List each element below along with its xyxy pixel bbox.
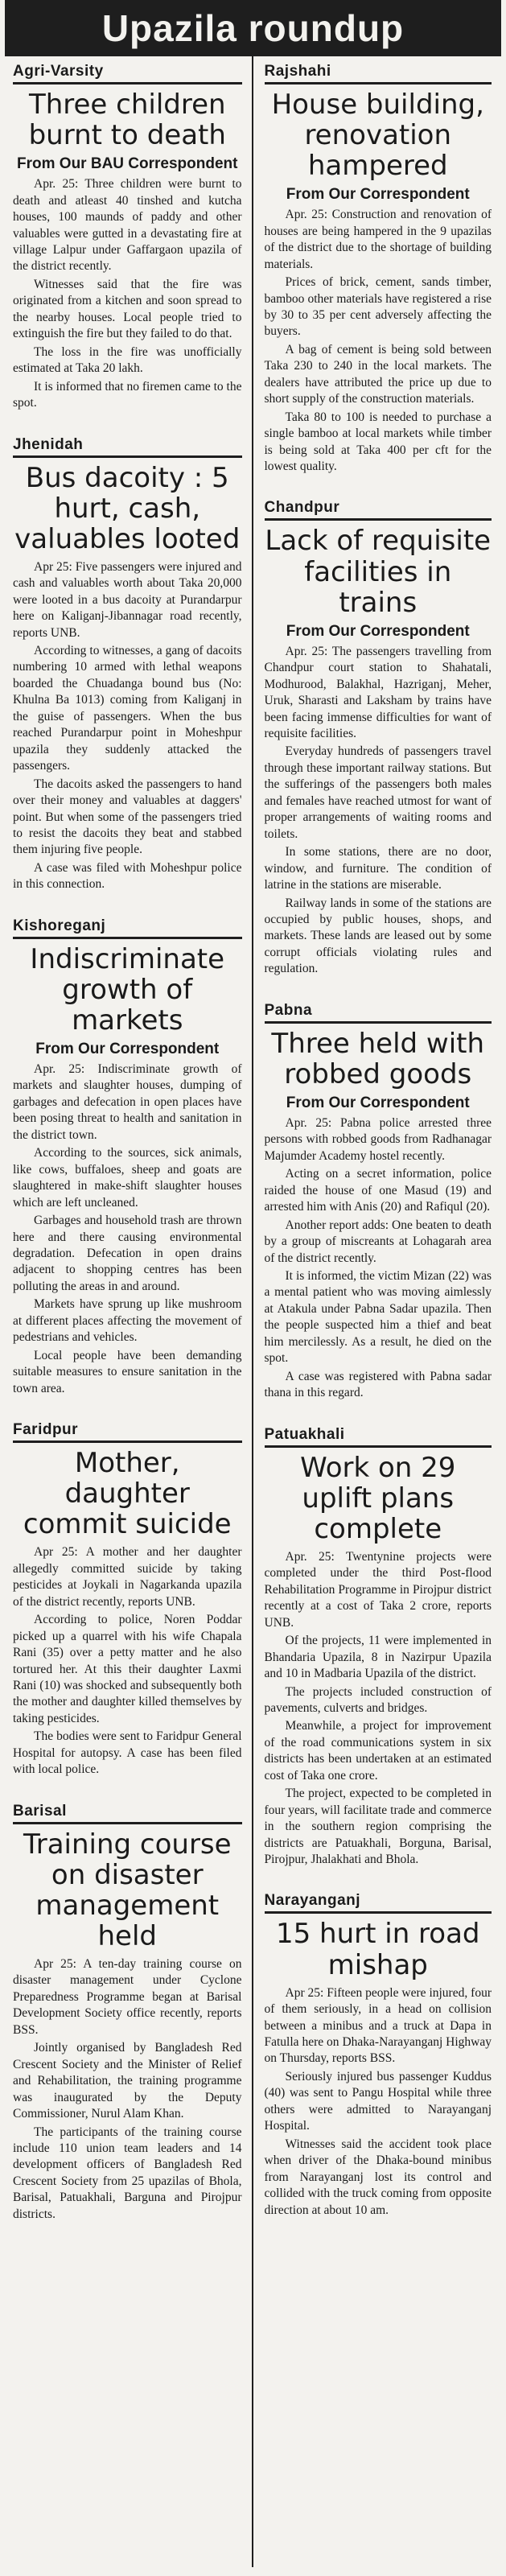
article-headline: 15 hurt in road mishap (275, 1918, 480, 1981)
news-article (13, 917, 242, 1397)
article-paragraph: The dacoits asked the passengers to hand over their money and valuables at daggers' point. But when some of the passengers tried to resist the dacoits they beat and stabbed them injuring five people. (13, 777, 242, 857)
article-byline: From Our BAU Correspondent (17, 155, 238, 173)
news-article (265, 63, 492, 475)
article-paragraph: The loss in the fire was unofficially estimated at Taka 20 lakh. (13, 344, 242, 376)
section-banner: Upazila roundup (5, 0, 501, 56)
article-headline: Lack of requisite facilities in trains (265, 525, 492, 619)
article-headline: Three held with robbed goods (271, 1027, 485, 1090)
article-body (13, 1544, 242, 1778)
article-body (265, 207, 492, 475)
article-paragraph: Witnesses said the accident took place when driver of the Dhaka-bound minibus from Narayanganj lost its control and collided with the truck coming from opposite direction at about 10 am. (264, 2137, 492, 2217)
article-headline: Bus dacoity : 5 hurt, cash, valuables looted (14, 461, 241, 555)
article-paragraph: Apr. 25: The passengers travelling from Chandpur court station to Shahatali, Modhurood, Balakhal, Hazriganj, Meher, Uruk, Sharasti and Laksham by trains have been facing immense difficulties for want of requisite facilities. (264, 644, 492, 740)
article-paragraph: Apr 25: A mother and her daughter allegedly committed suicide by taking pesticides at Joykali in Nagarkanda upazila of the district recently, reports UNB. (13, 1545, 242, 1609)
article-paragraph: Apr 25: Five passengers were injured and cash and valuables worth about Taka 20,000 were looted in a bus dacoity at Purandarpur here on Kaliganj-Jibannagar road recently, reports UNB. (13, 559, 242, 640)
news-article (265, 1002, 492, 1402)
article-paragraph: Apr. 25: Indiscriminate growth of markets and slaughter houses, dumping of garbages and defecation in open places have been posing threat to health and sanitation in the district town. (13, 1062, 242, 1142)
district-label: Kishoreganj (13, 917, 242, 939)
article-paragraph: Jointly organised by Bangladesh Red Crescent Society and the Minister of Relief and Rehabilitation, the training programme was inaugurated by the Deputy Commissioner, Nurul Alam Khan. (13, 2041, 242, 2121)
article-paragraph: Seriously injured bus passenger Kuddus (40) was sent to Pangu Hospital while three others were admitted to Narayanganj Hospital. (264, 2069, 492, 2133)
article-headline: Training course on disaster management held (23, 1828, 232, 1952)
article-paragraph: According to witnesses, a gang of dacoits numbering 10 armed with lethal weapons boarded the Chuadanga bound bus (No: Khulna Ba 1013) coming from Kaliganj in the guise of passengers. When the bus reached Purandarpur point in Moheshpur upazila they suddenly attacked the passengers. (13, 644, 242, 773)
article-paragraph: Apr 25: Fifteen people were injured, four of them seriously, in a head on collision between a minibus and a truck at Dapa in Fatulla here on Dhaka-Narayanganj Highway on Thursday, reports BSS. (264, 1985, 492, 2066)
article-byline: From Our Correspondent (35, 1041, 220, 1058)
district-label: Agri-Varsity (13, 63, 242, 84)
article-paragraph: Apr. 25: Construction and renovation of houses are being hampered in the 9 upazilas of the district due to the shortage of building materials. (264, 208, 492, 271)
article-paragraph: Garbages and household trash are thrown here and there causing environmental degradation. Defecation in open drains adjacent to shopping centres has been polluting the areas in and around. (13, 1214, 242, 1293)
article-paragraph: Railway lands in some of the stations are occupied by public houses, shops, and markets. These lands are leased out by some corrupt officials violating rules and regulation. (264, 896, 492, 976)
article-body (265, 1549, 492, 1869)
article-paragraph: Everyday hundreds of passengers travel through these important railway stations. But the sufferings of the passengers both males and females have reached utmost for want of proper arrangements of waiting rooms and toilets. (264, 744, 492, 841)
article-paragraph: A case was filed with Moheshpur police in this connection. (13, 860, 242, 892)
article-body (13, 1061, 242, 1397)
article-headline: Mother, daughter commit suicide (23, 1447, 232, 1541)
article-byline: From Our Correspondent (286, 186, 470, 204)
article-headline: Three children burnt to death (28, 89, 226, 152)
article-body (13, 1956, 242, 2223)
article-paragraph: Markets have sprung up like mushroom at different places affecting the movement of pedestrians and vehicles. (13, 1297, 242, 1345)
article-paragraph: Of the projects, 11 were implemented in Bhandaria Upazila, 8 in Nazirpur Upazila and 10 in Madbaria Upazila of the district. (264, 1634, 492, 1681)
article-paragraph: Prices of brick, cement, sands timber, bamboo other materials have registered a rise by 30 to 35 per cent adversely affecting the buyers. (264, 275, 492, 339)
article-paragraph: The participants of the training course include 110 union team leaders and 14 development officers of Bangladesh Red Crescent Society from 25 upazilas of Bhola, Barisal, Patuakhali, Barguna and Pirojpur districts. (13, 2125, 242, 2221)
article-paragraph: In some stations, there are no door, window, and furniture. The condition of latrine in the stations are miserable. (264, 845, 492, 892)
district-label: Faridpur (13, 1421, 242, 1443)
article-paragraph: The project, expected to be completed in four years, will facilitate trade and commerce in the southern region comprising the districts are Patuakhali, Borguna, Barisal, Pirojpur, Jhalakhati and Bhola. (264, 1787, 492, 1867)
news-article (13, 1421, 242, 1778)
article-body (13, 559, 242, 893)
district-label: Rajshahi (265, 63, 492, 84)
news-article (13, 1803, 242, 2224)
article-paragraph: Witnesses said that the fire was originated from a kitchen and soon spread to the nearby houses. Local people tried to extinguish the fire but they failed to do that. (13, 277, 242, 341)
left-column (5, 56, 253, 2567)
article-paragraph: The bodies were sent to Faridpur General Hospital for autopsy. A case has been filed with local police. (13, 1729, 242, 1777)
article-paragraph: Apr 25: A ten-day training course on disaster management under Cyclone Preparedness Programme began at Barisal Development Society office recently, reports BSS. (13, 1956, 242, 2037)
news-article (265, 499, 492, 977)
district-label: Jhenidah (13, 436, 242, 458)
article-paragraph: Apr. 25: Pabna police arrested three persons with robbed goods from Radhanagar Majumder Academy hostel recently. (264, 1115, 492, 1163)
article-paragraph: Meanwhile, a project for improvement of the road communications system in six districts has been undertaken at an estimated cost of Taka one crore. (264, 1719, 492, 1783)
article-paragraph: A bag of cement is being sold between Taka 230 to 240 in the local markets. The dealers have attributed the price up due to short supply of the construction materials. (264, 342, 492, 406)
article-byline: From Our Correspondent (286, 622, 470, 640)
district-label: Chandpur (265, 499, 492, 521)
article-paragraph: It is informed, the victim Mizan (22) was a mental patient who was moving aimlessly at Atakula under Pabna Sadar upazila. Then the people suspected him a thief and beat him mercilessly. As a result, he died on the spot. (264, 1269, 492, 1366)
article-paragraph: The projects included construction of pavements, culverts and bridges. (264, 1684, 492, 1715)
district-label: Patuakhali (265, 1426, 492, 1448)
district-label: Pabna (265, 1002, 492, 1024)
article-byline: From Our Correspondent (286, 1094, 470, 1111)
news-article (265, 1426, 492, 1869)
article-paragraph: Another report adds: One beaten to death by a group of miscreants at Lohagarah area of the district recently. (264, 1218, 492, 1265)
columns (5, 56, 501, 2567)
district-label: Barisal (13, 1803, 242, 1824)
article-body (13, 176, 242, 411)
article-headline: Indiscriminate growth of markets (30, 942, 225, 1037)
article-body (265, 1985, 492, 2219)
article-paragraph: It is informed that no firemen came to the spot. (13, 379, 242, 410)
article-paragraph: Apr. 25: Three children were burnt to death and atleast 40 tinshed and kutcha houses, 100 maunds of paddy and other valuables were gutted in a devastating fire at village Lalpur under Gaffargaon upazila of the district recently. (13, 177, 242, 274)
news-article (13, 63, 242, 412)
article-paragraph: According to the sources, sick animals, like cows, buffaloes, sheep and goats are slaughtered in make-shift slaughter houses which are left uncleaned. (13, 1146, 242, 1210)
article-body (265, 1115, 492, 1402)
news-article (265, 1892, 492, 2219)
article-paragraph: Acting on a secret information, police raided the house of one Masud (19) and arrested him with Anis (20) and Rafiqul (20). (264, 1167, 492, 1214)
district-label: Narayanganj (265, 1892, 492, 1914)
article-headline: House building, renovation hampered (271, 89, 484, 183)
news-article (13, 436, 242, 893)
article-paragraph: Local people have been demanding suitable measures to ensure sanitation in the town area. (13, 1348, 242, 1395)
right-column (253, 56, 502, 2567)
article-headline: Work on 29 uplift plans complete (300, 1451, 456, 1545)
article-body (265, 644, 492, 978)
article-paragraph: A case was registered with Pabna sadar thana in this regard. (264, 1369, 492, 1400)
article-paragraph: Taka 80 to 100 is needed to purchase a single bamboo at local markets while timber is being sold at Taka 400 per cft for the lowest quality. (264, 410, 492, 474)
article-paragraph: Apr. 25: Twentynine projects were completed under the third Post-flood Rehabilitation Programme in Pirojpur district recently at a cost of Taka 2 crore, reports UNB. (264, 1549, 492, 1630)
article-paragraph: According to police, Noren Poddar picked up a quarrel with his wife Chapala Rani (35) over a petty matter and he also tortured her. At this their daughter Laxmi Rani (10) was shocked and subsequently both the mother and daughter killed themselves by taking pesticides. (13, 1613, 242, 1725)
